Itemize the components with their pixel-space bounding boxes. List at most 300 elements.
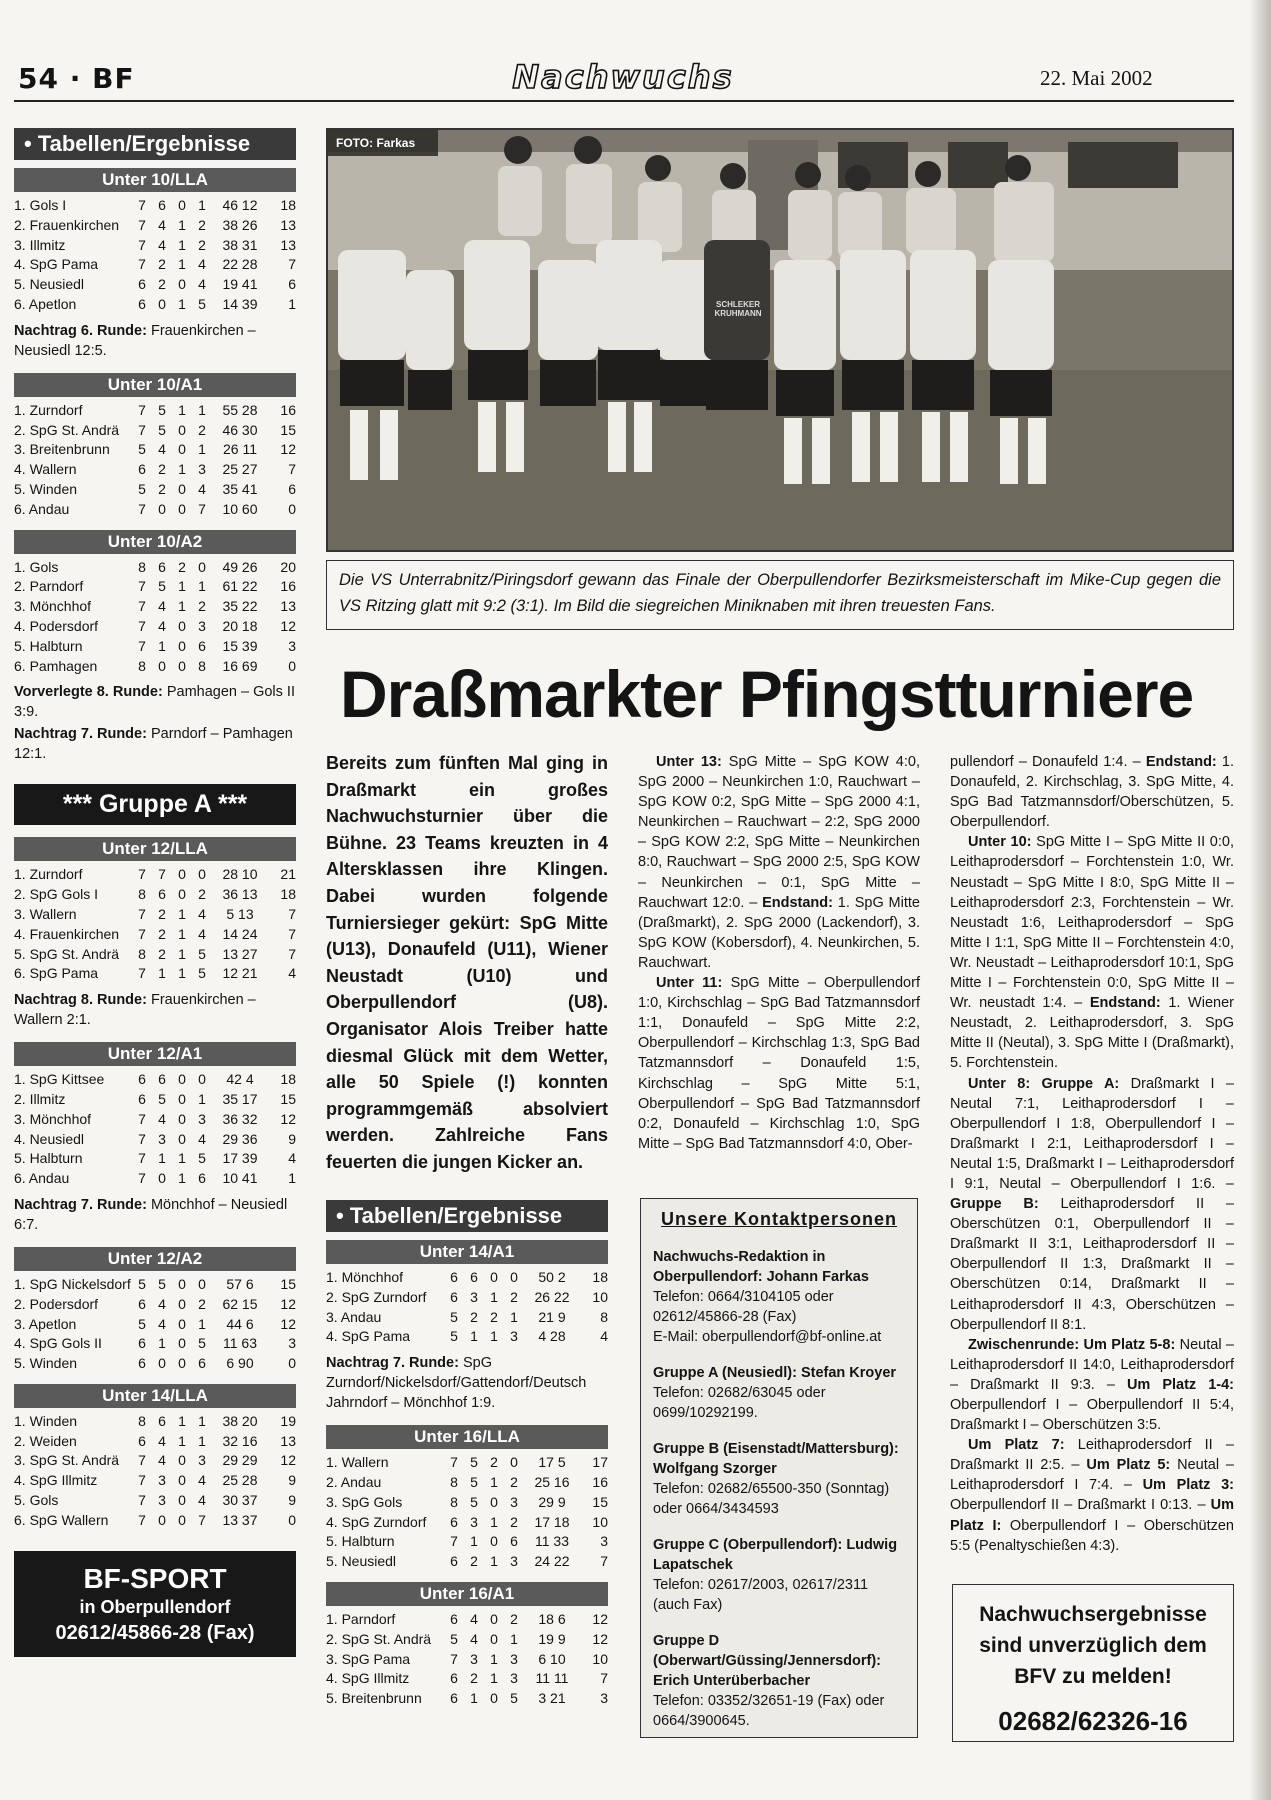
goals: 13 27	[222, 945, 258, 962]
losses: 2	[198, 216, 206, 233]
games: 7	[138, 1110, 146, 1127]
table-row	[14, 500, 296, 520]
points: 16	[592, 1473, 608, 1490]
draws: 1	[178, 598, 186, 615]
goals: 15 39	[222, 637, 258, 654]
contact-group	[653, 1631, 905, 1731]
points: 9	[288, 1492, 296, 1509]
wins: 6	[470, 1269, 478, 1285]
losses: 1	[198, 1432, 206, 1449]
games: 6	[450, 1670, 458, 1687]
losses: 6	[198, 637, 206, 654]
points: 10	[592, 1288, 608, 1305]
photo-credit: FOTO: Farkas	[336, 136, 416, 150]
losses: 1	[198, 1412, 206, 1429]
team-name: 3. SpG Pama	[326, 1650, 411, 1667]
goals: 11 11	[535, 1670, 569, 1687]
losses: 1	[198, 441, 206, 458]
table-row	[326, 1453, 608, 1473]
contact-group	[653, 1535, 905, 1615]
draws: 0	[178, 197, 186, 213]
table-row	[326, 1308, 608, 1328]
wins: 4	[158, 441, 166, 458]
draws: 1	[490, 1288, 498, 1305]
label-platz-1-4: Um Platz 1-4:	[1126, 1376, 1234, 1393]
points: 12	[280, 1315, 296, 1332]
points: 12	[280, 617, 296, 634]
points: 10	[592, 1513, 608, 1530]
points: 15	[280, 1275, 296, 1292]
losses: 6	[198, 1170, 206, 1187]
goals: 62 15	[222, 1295, 258, 1312]
draws: 1	[178, 1150, 186, 1167]
wins: 1	[158, 1335, 166, 1352]
games: 5	[450, 1630, 458, 1647]
goals: 57 6	[226, 1275, 254, 1292]
games: 8	[138, 886, 146, 903]
draws: 1	[178, 578, 186, 595]
goals: 17 18	[534, 1513, 570, 1530]
draws: 0	[490, 1690, 498, 1707]
label-zwischenrunde: Zwischenrunde: Um Platz 5-8:	[968, 1336, 1176, 1353]
goals: 28 10	[222, 866, 258, 883]
points: 7	[288, 925, 296, 942]
draws: 0	[178, 1335, 186, 1352]
table-note	[326, 1353, 608, 1413]
goals: 4 28	[538, 1328, 566, 1345]
games: 7	[138, 1492, 146, 1509]
losses: 2	[198, 1295, 206, 1312]
note-text: Frauenkirchen – Neusiedl 12:5.	[14, 322, 256, 359]
team-name: 5. Breitenbrunn	[326, 1690, 422, 1707]
games: 8	[138, 1412, 146, 1429]
table-row	[14, 1110, 296, 1130]
goals: 46 30	[222, 421, 258, 438]
goals: 29 29	[222, 1452, 258, 1469]
team-name: 4. SpG Zurndorf	[326, 1513, 427, 1530]
games: 7	[138, 925, 146, 942]
table-row	[14, 1471, 296, 1491]
table-row	[14, 1295, 296, 1315]
draws: 0	[178, 1295, 186, 1312]
games: 7	[138, 256, 146, 273]
points: 7	[288, 461, 296, 478]
goals: 61 22	[222, 578, 258, 595]
games: 7	[138, 216, 146, 233]
standings-table	[14, 837, 296, 1030]
losses: 2	[198, 886, 206, 903]
losses: 4	[198, 480, 206, 497]
wins: 2	[158, 905, 166, 922]
goals: 12 21	[222, 965, 258, 982]
games: 8	[138, 558, 146, 575]
goals: 21 9	[538, 1308, 566, 1325]
table-row	[326, 1532, 608, 1552]
team-name: 5. Winden	[14, 480, 78, 497]
table-row	[14, 964, 296, 984]
losses: 4	[198, 1492, 206, 1509]
goals: 35 41	[222, 480, 258, 497]
goals: 35 17	[222, 1090, 258, 1107]
table-row	[14, 577, 296, 597]
table-row	[14, 295, 296, 315]
wins: 4	[158, 1110, 166, 1127]
note-text: Mönchhof – Neusiedl 6:7.	[14, 1196, 288, 1233]
points: 0	[288, 500, 296, 517]
contact-box	[640, 1198, 918, 1738]
table-row	[14, 401, 296, 421]
paragraph-u11	[638, 973, 920, 1154]
contact-detail: Telefon: 03352/32651-19 (Fax) oder 0664/3900645.	[653, 1693, 885, 1729]
points: 6	[288, 276, 296, 293]
games: 8	[138, 657, 146, 674]
team-name: 1. Zurndorf	[14, 401, 83, 418]
games: 5	[450, 1308, 458, 1325]
points: 12	[592, 1630, 608, 1647]
table-row	[14, 558, 296, 578]
promo-location: in Oberpullendorf	[79, 1596, 231, 1617]
losses: 1	[510, 1308, 518, 1325]
losses: 5	[198, 965, 206, 982]
wins: 1	[470, 1690, 478, 1707]
team-name: 4. Podersdorf	[14, 617, 99, 634]
goals: 38 20	[222, 1412, 258, 1429]
team-name: 4. SpG Gols II	[14, 1335, 102, 1352]
table-title: Unter 16/LLA	[326, 1425, 608, 1449]
text-zwischenrunde: Neutal – Leithaprodersdorf II 14:0, Leithaprodersdorf – Draßmarkt II 9:3. –	[950, 1336, 1234, 1393]
team-name: 4. SpG Illmitz	[14, 1472, 98, 1489]
draws: 0	[178, 480, 186, 497]
draws: 0	[178, 500, 186, 517]
table-row	[326, 1493, 608, 1513]
wins: 5	[470, 1493, 478, 1510]
wins: 5	[158, 421, 166, 438]
games: 7	[450, 1454, 458, 1471]
contact-detail: Telefon: 02617/2003, 02617/2311 (auch Fax)	[653, 1577, 869, 1613]
label-u8: Unter 8: Gruppe A:	[968, 1075, 1120, 1092]
note-label: Nachtrag 7. Runde:	[14, 1196, 147, 1213]
losses: 3	[198, 461, 206, 478]
team-name: 6. Andau	[14, 500, 70, 517]
team-name: 5. Neusiedl	[14, 276, 85, 293]
team-name: 2. SpG St. Andrä	[326, 1630, 432, 1647]
bf-sport-promo	[14, 1551, 296, 1657]
games: 6	[138, 1071, 146, 1088]
losses: 0	[198, 1275, 206, 1292]
points: 18	[280, 886, 296, 903]
team-name: 2. Podersdorf	[14, 1295, 99, 1312]
goals: 19 41	[222, 276, 258, 293]
table-row	[326, 1650, 608, 1670]
points: 3	[288, 637, 296, 654]
table-row	[14, 1412, 296, 1432]
draws: 1	[178, 256, 186, 273]
goals: 25 28	[222, 1472, 258, 1489]
standings-table	[14, 1384, 296, 1531]
wins: 6	[158, 886, 166, 903]
games: 8	[138, 945, 146, 962]
table-title: Unter 10/A1	[14, 373, 296, 397]
team-name: 1. Winden	[14, 1412, 78, 1429]
wins: 7	[158, 866, 166, 883]
table-row	[326, 1473, 608, 1493]
draws: 0	[178, 1130, 186, 1147]
contact-name: Nachwuchs-Redaktion in Oberpullendorf: Johann Farkas	[653, 1249, 869, 1285]
wins: 3	[158, 1130, 166, 1147]
section-title: Nachwuchs	[512, 58, 734, 96]
games: 5	[450, 1328, 458, 1345]
games: 7	[138, 1511, 146, 1528]
goals: 10 41	[222, 1170, 258, 1187]
draws: 1	[490, 1650, 498, 1667]
note-label: Nachtrag 6. Runde:	[14, 322, 147, 339]
table-row	[14, 1491, 296, 1511]
losses: 5	[198, 945, 206, 962]
points: 13	[280, 216, 296, 233]
points: 0	[288, 657, 296, 674]
wins: 4	[158, 1452, 166, 1469]
games: 6	[138, 1295, 146, 1312]
points: 12	[280, 441, 296, 458]
goals: 14 24	[222, 925, 258, 942]
losses: 7	[198, 1511, 206, 1528]
draws: 2	[490, 1308, 498, 1325]
goals: 18 6	[538, 1610, 566, 1627]
points: 12	[280, 1295, 296, 1312]
wins: 4	[470, 1610, 478, 1627]
wins: 5	[158, 1275, 166, 1292]
points: 0	[288, 1355, 296, 1372]
losses: 2	[510, 1610, 518, 1627]
losses: 3	[510, 1650, 518, 1667]
table-row	[14, 1149, 296, 1169]
article-headline: Draßmarkter Pfingstturniere	[340, 657, 1194, 731]
table-row	[326, 1552, 608, 1572]
losses: 2	[510, 1288, 518, 1305]
team-name: 2. SpG Zurndorf	[326, 1288, 427, 1305]
table-row	[14, 885, 296, 905]
draws: 0	[178, 276, 186, 293]
wins: 0	[158, 1511, 166, 1528]
wins: 4	[158, 1432, 166, 1449]
points: 18	[280, 197, 296, 213]
team-name: 6. Apetlon	[14, 295, 77, 312]
wins: 2	[470, 1553, 478, 1570]
goals: 26 22	[534, 1288, 570, 1305]
page-number: 54 · BF	[18, 62, 135, 95]
wins: 0	[158, 295, 166, 312]
draws: 0	[178, 657, 186, 674]
draws: 0	[178, 866, 186, 883]
wins: 5	[470, 1473, 478, 1490]
games: 7	[138, 1472, 146, 1489]
contact-title: Unsere Kontaktpersonen	[660, 1209, 898, 1229]
goals: 30 37	[222, 1492, 258, 1509]
team-name: 4. Wallern	[14, 461, 77, 478]
games: 5	[138, 441, 146, 458]
draws: 1	[490, 1473, 498, 1490]
table-row	[14, 480, 296, 500]
wins: 3	[158, 1472, 166, 1489]
team-name: 1. SpG Nickelsdorf	[14, 1275, 131, 1292]
contact-group	[653, 1439, 905, 1519]
text-u10-endstand: 1. Wiener Neustadt, 2. Leithaprodersdorf, 3. SpG Mitte II (Neutal), 3. SpG Mitte I (Draßmarkt), 5. Forchtenstein.	[950, 995, 1234, 1072]
draws: 0	[178, 421, 186, 438]
draws: 1	[178, 905, 186, 922]
losses: 4	[198, 256, 206, 273]
draws: 0	[178, 1472, 186, 1489]
wins: 2	[158, 925, 166, 942]
draws: 0	[178, 1492, 186, 1509]
wins: 2	[158, 480, 166, 497]
team-name: 6. SpG Wallern	[14, 1511, 109, 1528]
table-title: Unter 10/A2	[14, 530, 296, 554]
contact-detail: Telefon: 02682/65500-350 (Sonntag) oder 0664/3434593	[653, 1481, 890, 1517]
article-column-3	[950, 752, 1234, 1556]
draws: 1	[178, 295, 186, 312]
games: 6	[450, 1269, 458, 1285]
losses: 3	[198, 617, 206, 634]
draws: 1	[178, 965, 186, 982]
games: 6	[450, 1553, 458, 1570]
draws: 0	[178, 1110, 186, 1127]
points: 16	[280, 401, 296, 418]
points: 13	[280, 1432, 296, 1449]
mid-results-tag: • Tabellen/Ergebnisse	[326, 1200, 608, 1232]
wins: 6	[158, 1412, 166, 1429]
wins: 2	[470, 1670, 478, 1687]
goals: 38 31	[222, 236, 258, 253]
label-u11-endstand: Endstand:	[1145, 754, 1217, 770]
notice-box	[952, 1584, 1234, 1742]
mid-tables-list	[326, 1240, 608, 1709]
goals: 6 90	[226, 1355, 254, 1372]
wins: 2	[158, 461, 166, 478]
team-name: 5. Halbturn	[14, 637, 83, 654]
draws: 0	[178, 1315, 186, 1332]
points: 4	[600, 1328, 608, 1345]
notice-line-1: Nachwuchsergebnisse	[979, 1603, 1207, 1626]
draws: 0	[178, 1071, 186, 1088]
losses: 5	[510, 1690, 518, 1707]
label-platz-1: Um Platz I:	[950, 1497, 1234, 1534]
team-photo	[326, 128, 1234, 552]
games: 6	[450, 1513, 458, 1530]
note-label: Nachtrag 7. Runde:	[326, 1355, 459, 1372]
table-row	[14, 1130, 296, 1150]
games: 7	[138, 197, 146, 213]
team-name: 4. SpG Pama	[14, 256, 99, 273]
draws: 1	[490, 1553, 498, 1570]
team-name: 2. Illmitz	[14, 1090, 66, 1107]
note-label: Nachtrag 8. Runde:	[14, 992, 147, 1009]
table-row	[14, 1334, 296, 1354]
team-name: 2. SpG Gols I	[14, 886, 99, 903]
label-u11: Unter 11:	[656, 975, 723, 992]
games: 7	[138, 578, 146, 595]
photo-caption: Die VS Unterrabnitz/Piringsdorf gewann das Finale der Oberpullendorfer Bezirksmeisterschaft im Mike-Cup gegen die VS Ritzing glatt mit 9:2 (3:1). Im Bild die siegreichen Miniknaben mit ihren treuesten Fans.	[326, 560, 1234, 630]
games: 8	[450, 1493, 458, 1510]
draws: 0	[490, 1533, 498, 1550]
goals: 26 11	[223, 441, 257, 458]
contact-name: Gruppe D (Oberwart/Güssing/Jennersdorf): Erich Unterüberbacher	[653, 1633, 882, 1689]
table-title: Unter 12/A2	[14, 1247, 296, 1271]
team-name: 1. SpG Kittsee	[14, 1071, 105, 1088]
losses: 4	[198, 1472, 206, 1489]
table-row	[14, 945, 296, 965]
note-text: Parndorf – Pamhagen 12:1.	[14, 726, 293, 763]
goals: 17 5	[538, 1454, 566, 1471]
standings-table	[14, 1042, 296, 1235]
promo-fax: 02612/45866-28 (Fax)	[55, 1621, 255, 1644]
losses: 1	[510, 1630, 518, 1647]
losses: 0	[510, 1454, 518, 1471]
paragraph-finals	[950, 1435, 1234, 1556]
draws: 0	[490, 1630, 498, 1647]
draws: 1	[490, 1328, 498, 1345]
table-row	[14, 617, 296, 637]
team-name: 4. SpG Illmitz	[326, 1670, 410, 1687]
team-name: 1. Gols I	[14, 197, 67, 213]
losses: 2	[510, 1513, 518, 1530]
goals: 32 16	[222, 1432, 258, 1449]
text-platz-1-4: Oberpullendorf I – Oberpullendorf II 5:4, Draßmarkt I – Oberschützen 3:5.	[950, 1397, 1234, 1434]
label-u10-endstand: Endstand:	[1089, 995, 1161, 1012]
points: 4	[288, 1150, 296, 1167]
wins: 4	[158, 1315, 166, 1332]
table-title: Unter 10/LLA	[14, 168, 296, 192]
wins: 2	[158, 256, 166, 273]
table-row	[14, 597, 296, 617]
draws: 1	[178, 1170, 186, 1187]
group-a-tag: *** Gruppe A ***	[14, 784, 296, 825]
table-row	[14, 1315, 296, 1335]
games: 7	[138, 401, 146, 418]
goals: 19 9	[538, 1630, 566, 1647]
points: 8	[600, 1308, 608, 1325]
label-platz-3: Um Platz 3:	[1142, 1477, 1234, 1494]
losses: 2	[198, 421, 206, 438]
points: 16	[280, 578, 296, 595]
goals: 14 39	[222, 295, 258, 312]
points: 9	[288, 1130, 296, 1147]
losses: 3	[510, 1328, 518, 1345]
team-photo-illustration	[328, 130, 1232, 550]
team-name: 4. Frauenkirchen	[14, 925, 120, 942]
points: 12	[280, 1110, 296, 1127]
goals: 11 63	[223, 1335, 257, 1352]
draws: 0	[178, 1452, 186, 1469]
goals: 38 26	[222, 216, 258, 233]
losses: 0	[198, 866, 206, 883]
team-name: 3. Illmitz	[14, 236, 66, 253]
goals: 3 21	[538, 1690, 566, 1707]
goals: 42 4	[226, 1071, 254, 1088]
draws: 0	[178, 1090, 186, 1107]
goals: 29 36	[222, 1130, 258, 1147]
team-name: 5. Halbturn	[326, 1533, 395, 1550]
games: 7	[138, 1130, 146, 1147]
table-row	[326, 1513, 608, 1533]
games: 6	[138, 1355, 146, 1372]
team-name: 6. SpG Pama	[14, 965, 99, 982]
points: 9	[288, 1472, 296, 1489]
wins: 3	[470, 1288, 478, 1305]
losses: 1	[198, 1315, 206, 1332]
wins: 5	[158, 401, 166, 418]
draws: 0	[178, 1355, 186, 1372]
contact-groups	[653, 1247, 905, 1731]
